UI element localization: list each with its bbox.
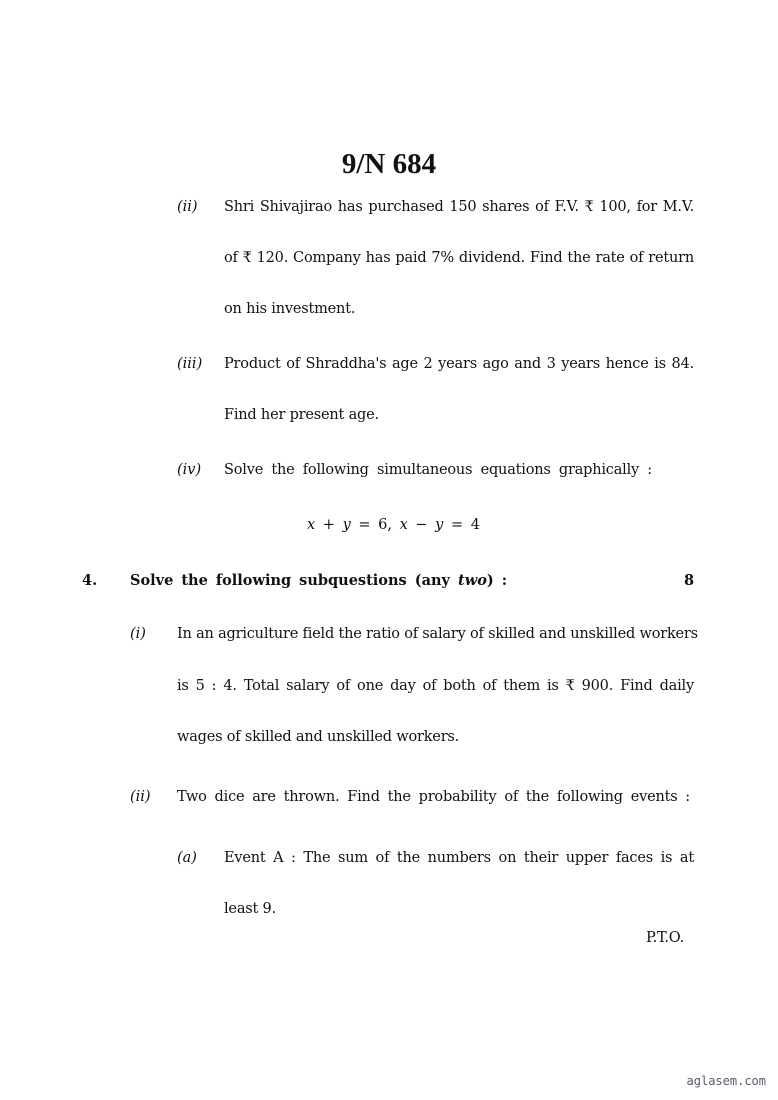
eq-var-y: y	[435, 517, 444, 533]
q3-ii-line-3: on his investment.	[224, 301, 356, 317]
eq-plus: +	[322, 517, 335, 533]
q3-iv-line-1: Solve the following simultaneous equations graphically :	[224, 462, 652, 478]
q4-marks: 8	[684, 572, 695, 589]
q4-ii-line-1: Two dice are thrown. Find the probability of the following events :	[177, 789, 690, 805]
q3-item-number: (ii)	[177, 199, 198, 215]
q4-ii-a-line-1: Event A : The sum of the numbers on their upper faces is at	[224, 850, 694, 866]
eq-rhs-1: = 6,	[358, 517, 392, 533]
q4-heading-emphasis: two	[458, 572, 487, 589]
eq-var-y: y	[342, 517, 351, 533]
q4-i-line-1: In an agriculture field the ratio of salary of skilled and unskilled workers	[177, 626, 698, 642]
eq-var-x: x	[399, 517, 408, 533]
please-turn-over: P.T.O.	[646, 930, 685, 946]
q3-item-number: (iv)	[177, 462, 202, 478]
q4-ii-a-line-2: least 9.	[224, 901, 276, 917]
q4-number: 4.	[82, 572, 98, 589]
simultaneous-equations	[307, 517, 480, 533]
q4-i-line-3: wages of skilled and unskilled workers.	[177, 729, 460, 745]
q3-ii-line-1: Shri Shivajirao has purchased 150 shares of F.V. ₹ 100, for M.V.	[224, 199, 694, 215]
q4-heading-text: Solve the following subquestions (any	[130, 572, 450, 589]
footer-watermark: aglasem.com	[686, 1074, 766, 1088]
q4-item-number: (ii)	[130, 789, 151, 805]
q3-ii-line-2: of ₹ 120. Company has paid 7% dividend. Find the rate of return	[224, 250, 694, 266]
eq-minus: −	[415, 517, 428, 533]
q4-heading-suffix: ) :	[486, 572, 508, 589]
q4-i-line-2: is 5 : 4. Total salary of one day of both of them is ₹ 900. Find daily	[177, 678, 694, 694]
q3-iii-line-2: Find her present age.	[224, 407, 379, 423]
q3-item-number: (iii)	[177, 356, 203, 372]
page-code: 9/N 684	[341, 148, 437, 180]
q4-heading	[130, 572, 507, 589]
eq-var-x: x	[307, 517, 316, 533]
q4-item-number: (i)	[130, 626, 146, 642]
q3-iii-line-1: Product of Shraddha's age 2 years ago and 3 years hence is 84.	[224, 356, 694, 372]
q4-subitem-number: (a)	[177, 850, 197, 866]
eq-rhs-2: = 4	[450, 517, 480, 533]
